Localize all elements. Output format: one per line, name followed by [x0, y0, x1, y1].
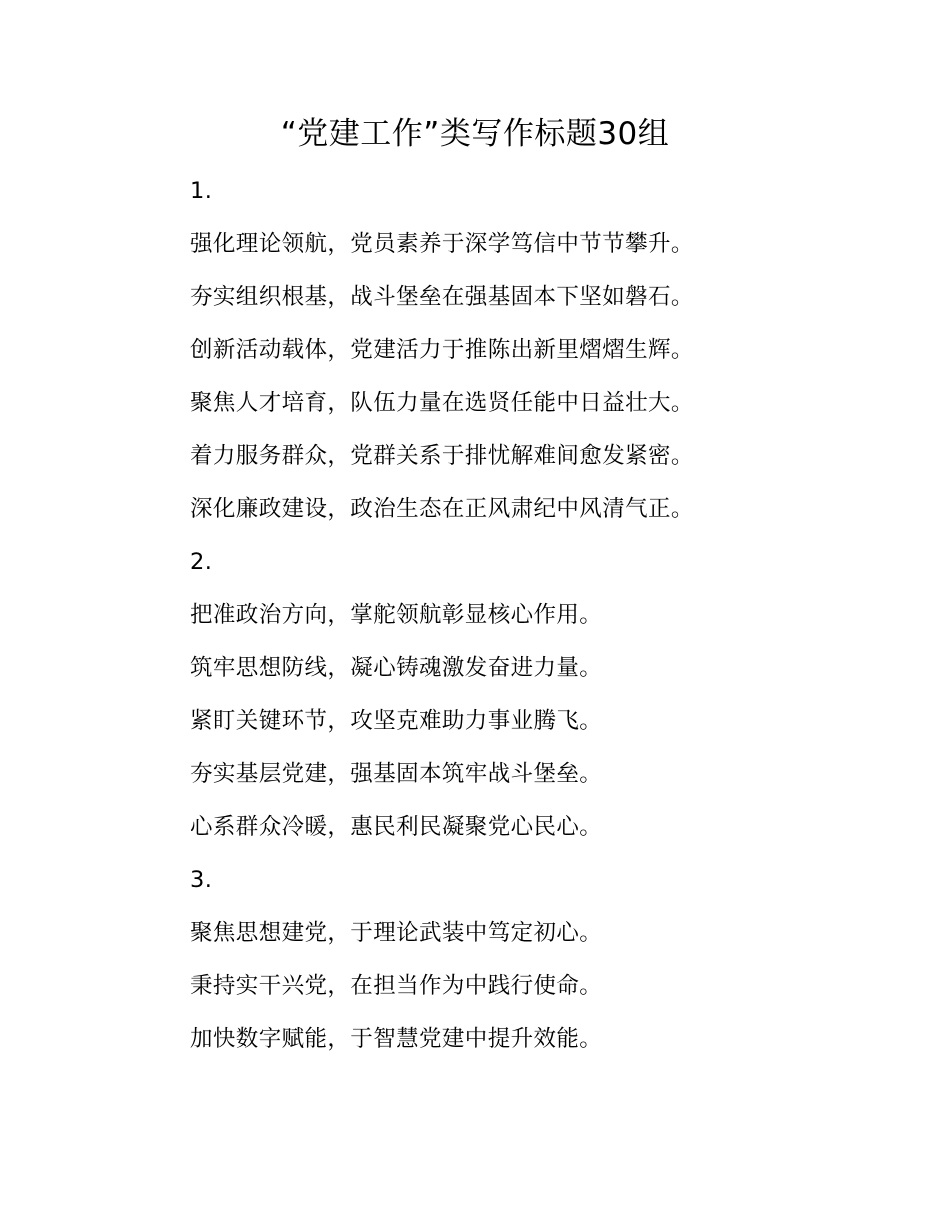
text-line: 创新活动载体，党建活力于推陈出新里熠熠生辉。 [190, 337, 694, 363]
text-line: 深化廉政建设，政治生态在正风肃纪中风清气正。 [190, 496, 694, 522]
group-number: 1. [190, 178, 213, 204]
document-title: “党建工作”类写作标题30组 [280, 116, 670, 152]
text-line: 夯实基层党建，强基固本筑牢战斗堡垒。 [190, 761, 603, 787]
document-body [190, 171, 830, 1072]
text-line: 秉持实干兴党，在担当作为中践行使命。 [190, 973, 603, 999]
group-number: 2. [190, 549, 213, 575]
text-line: 心系群众冷暖，惠民利民凝聚党心民心。 [190, 814, 603, 840]
text-line: 聚焦思想建党，于理论武装中笃定初心。 [190, 920, 603, 946]
text-line: 筑牢思想防线，凝心铸魂激发奋进力量。 [190, 655, 603, 681]
text-line: 加快数字赋能，于智慧党建中提升效能。 [190, 1026, 603, 1052]
text-line: 夯实组织根基，战斗堡垒在强基固本下坚如磐石。 [190, 284, 694, 310]
group-number: 3. [190, 867, 213, 893]
text-line: 强化理论领航，党员素养于深学笃信中节节攀升。 [190, 231, 694, 257]
text-line: 把准政治方向，掌舵领航彰显核心作用。 [190, 602, 603, 628]
text-line: 紧盯关键环节，攻坚克难助力事业腾飞。 [190, 708, 603, 734]
text-line: 聚焦人才培育，队伍力量在选贤任能中日益壮大。 [190, 390, 694, 416]
text-line: 着力服务群众，党群关系于排忧解难间愈发紧密。 [190, 443, 694, 469]
